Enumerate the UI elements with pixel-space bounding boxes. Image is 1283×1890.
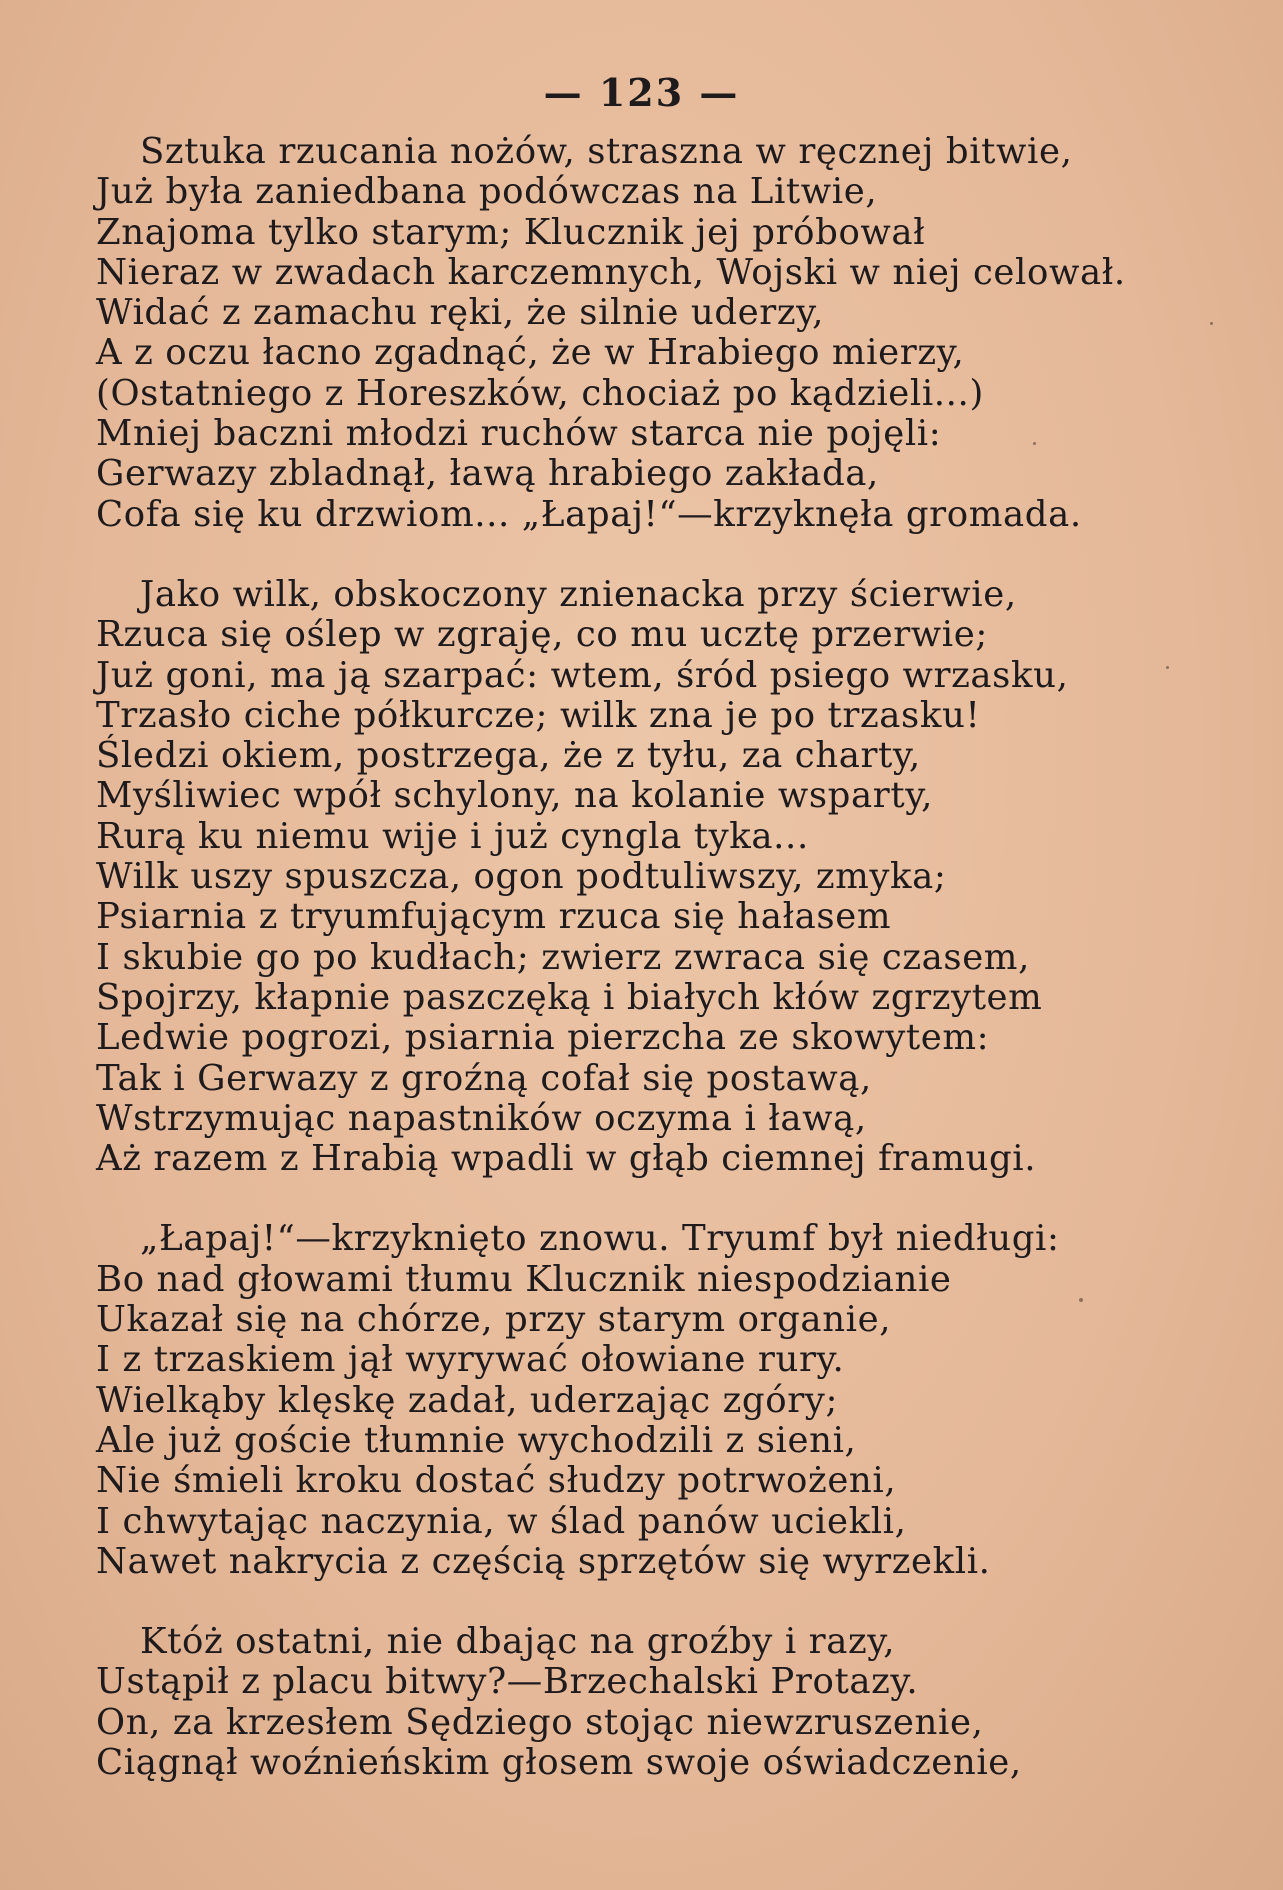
verse-line: Wstrzymując napastników oczyma i ławą, [96,1097,867,1139]
paper-speck [1033,442,1036,445]
verse-line: Trzasło ciche półkurcze; wilk zna je po trzasku! [96,694,981,736]
poem-text [96,132,1206,1823]
verse-line: Wielkąby klęskę zadał, uderzając zgóry; [96,1379,839,1421]
verse-line: Ciągnął woźnieńskim głosem swoje oświadczenie, [96,1741,1022,1783]
verse-line: I skubie go po kudłach; zwierz zwraca się czasem, [96,936,1030,978]
verse-line: Już goni, ma ją szarpać: wtem, śród psiego wrzasku, [96,654,1069,696]
verse-line: Sztuka rzucania nożów, straszna w ręcznej bitwie, [140,131,1073,172]
verse-line: Gerwazy zbladnął, ławą hrabiego zakłada, [96,453,879,495]
stanza [96,575,1206,1179]
verse-line: Jako wilk, obskoczony znienacka przy ścierwie, [140,573,1017,615]
paper-speck [1079,1298,1083,1302]
stanza [96,1219,1206,1582]
verse-line: Już była zaniedbana podówczas na Litwie, [96,171,878,213]
verse-line: Cofa się ku drzwiom... „Łapaj!“—krzyknęła gromada. [96,493,1082,535]
verse-line: Wilk uszy spuszcza, ogon podtuliwszy, zmyka; [96,856,947,898]
verse-line: Nawet nakrycia z częścią sprzętów się wyrzekli. [96,1540,991,1582]
verse-line: Psiarnia z tryumfującym rzuca się hałasem [96,896,892,938]
verse-line: Nieraz w zwadach karczemnych, Wojski w niej celował. [96,251,1126,293]
verse-line: Rurą ku niemu wije i już cyngla tyka... [96,815,809,857]
verse-line: Myśliwiec wpół schylony, na kolanie wsparty, [96,775,934,817]
verse-line: Tak i Gerwazy z groźną cofał się postawą, [96,1057,872,1099]
verse-line: Rzuca się oślep w zgraję, co mu ucztę przerwie; [96,614,988,656]
verse-line: I chwytając naczynia, w ślad panów uciekli, [96,1500,907,1542]
verse-line: Widać z zamachu ręki, że silnie uderzy, [96,292,824,334]
verse-line: Bo nad głowami tłumu Klucznik niespodzianie [96,1258,952,1300]
paper-speck [1210,322,1213,325]
page-number: — 123 — [543,70,740,115]
verse-line: On, za krzesłem Sędziego stojąc niewzruszenie, [96,1701,984,1743]
verse-line: „Łapaj!“—krzyknięto znowu. Tryumf był niedługi: [140,1218,1060,1260]
verse-line: Ale już goście tłumnie wychodzili z sieni, [96,1419,857,1461]
verse-line: Mniej baczni młodzi ruchów starca nie pojęli: [96,413,942,455]
stanza [96,132,1206,535]
verse-line: Ledwie pogrozi, psiarnia pierzcha ze skowytem: [96,1017,990,1059]
verse-line: Nie śmieli kroku dostać słudzy potrwożeni, [96,1460,897,1502]
verse-line: Znajoma tylko starym; Klucznik jej próbował [96,211,926,253]
verse-line: Śledzi okiem, postrzega, że z tyłu, za charty, [96,735,921,777]
verse-line: Któż ostatni, nie dbając na groźby i razy, [140,1621,896,1663]
verse-line: (Ostatniego z Horeszków, chociaż po kądzieli...) [96,372,984,414]
paper-speck [1166,666,1169,669]
verse-line: Spojrzy, kłapnie paszczęką i białych kłów zgrzytem [96,976,1043,1018]
verse-line: Aż razem z Hrabią wpadli w głąb ciemnej framugi. [96,1138,1037,1180]
stanza [96,1622,1206,1783]
verse-line: Ukazał się na chórze, przy starym organie, [96,1299,892,1341]
verse-line: Ustąpił z placu bitwy?—Brzechalski Protazy. [96,1661,919,1703]
verse-line: A z oczu łacno zgadnąć, że w Hrabiego mierzy, [96,332,965,374]
verse-line: I z trzaskiem jął wyrywać ołowiane rury. [96,1339,845,1381]
